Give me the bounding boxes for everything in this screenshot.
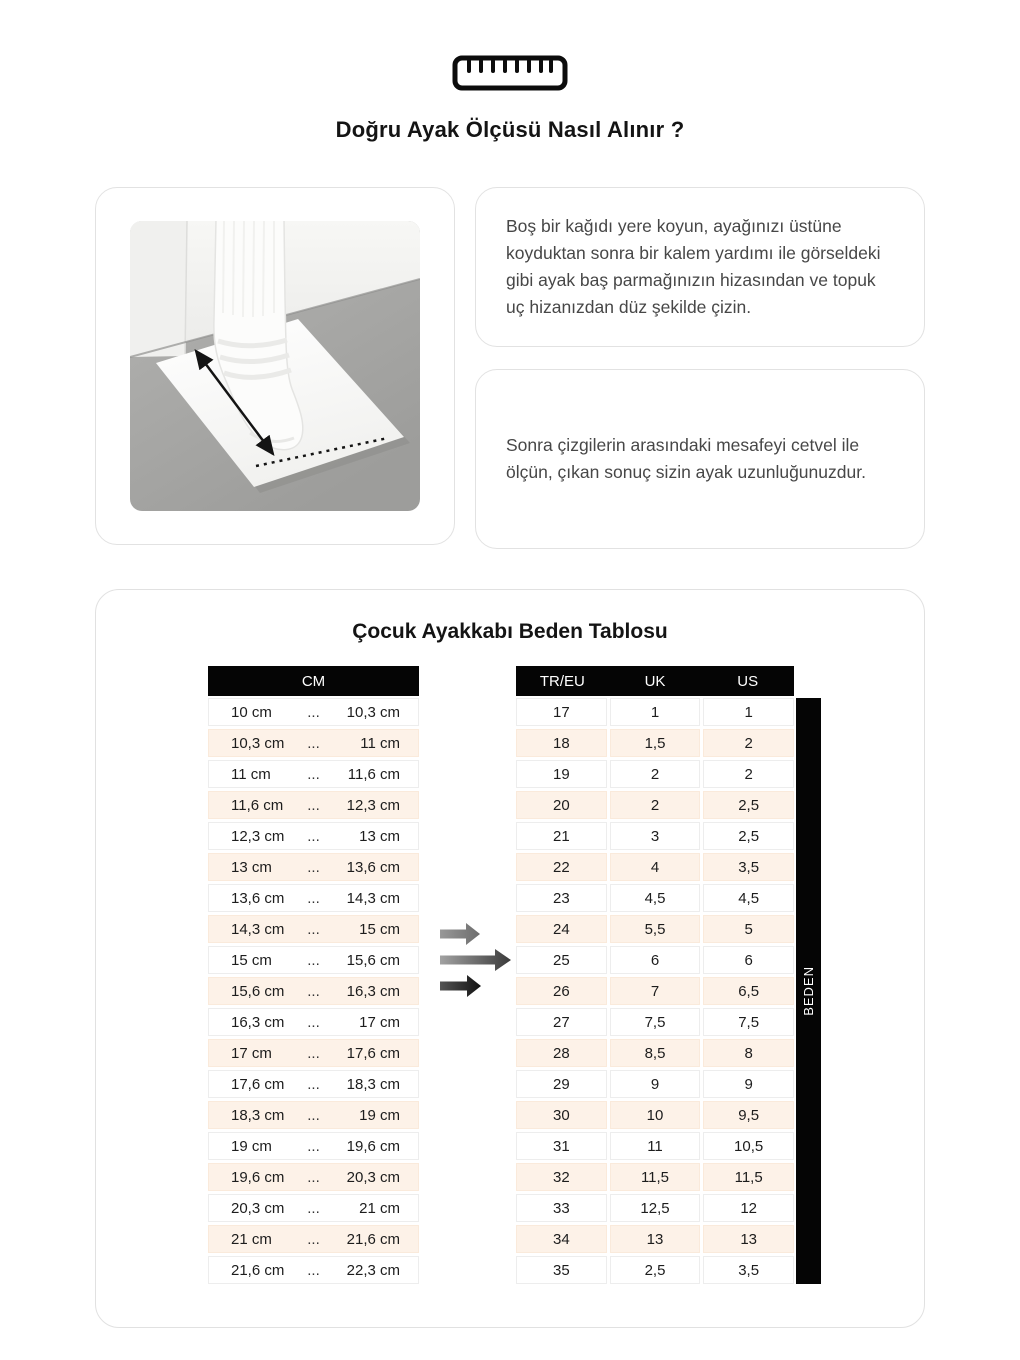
table-row	[516, 1039, 794, 1067]
cm-value-from: 11,6 cm	[231, 796, 284, 814]
table-row	[208, 1132, 419, 1160]
range-separator: ...	[307, 734, 320, 752]
table-row	[208, 946, 419, 974]
cm-value-from: 21,6 cm	[231, 1261, 285, 1279]
cm-value-from: 15 cm	[231, 951, 272, 969]
ruler-icon	[0, 55, 1020, 91]
range-separator: ...	[307, 1261, 320, 1279]
size-cell-treu: 21	[516, 822, 607, 850]
cm-value-to: 19 cm	[359, 1106, 400, 1124]
size-cell-treu: 28	[516, 1039, 607, 1067]
size-cell-us: 6	[703, 946, 794, 974]
beden-bar	[796, 698, 821, 1284]
cm-value-to: 21,6 cm	[346, 1230, 400, 1248]
size-cell-treu: 27	[516, 1008, 607, 1036]
page-header	[0, 0, 1020, 143]
size-cell-us: 7,5	[703, 1008, 794, 1036]
cm-value-to: 16,3 cm	[346, 982, 400, 1000]
cm-value-to: 11,6 cm	[347, 765, 400, 783]
table-row	[208, 915, 419, 943]
range-separator: ...	[307, 1075, 320, 1093]
page-title: Doğru Ayak Ölçüsü Nasıl Alınır ?	[335, 117, 685, 142]
table-row	[208, 1225, 419, 1253]
range-separator: ...	[307, 889, 320, 907]
size-cell-us: 3,5	[703, 1256, 794, 1284]
size-cell-treu: 23	[516, 884, 607, 912]
cm-value-to: 13 cm	[359, 827, 400, 845]
size-cell-uk: 10	[610, 1101, 701, 1129]
size-cell-treu: 35	[516, 1256, 607, 1284]
size-cell-uk: 7,5	[610, 1008, 701, 1036]
tables-area	[96, 666, 924, 1306]
foot-measure-illustration	[130, 221, 420, 511]
cm-value-to: 11 cm	[360, 734, 400, 752]
cm-value-from: 14,3 cm	[231, 920, 285, 938]
instruction-text-2: Sonra çizgilerin arasındaki mesafeyi cetvel ile ölçün, çıkan sonuç sizin ayak uzunluğunuzdur.	[506, 435, 866, 482]
table-row	[208, 698, 419, 726]
size-cell-treu: 31	[516, 1132, 607, 1160]
size-cell-treu: 34	[516, 1225, 607, 1253]
cm-value-to: 22,3 cm	[346, 1261, 400, 1279]
table-row	[516, 760, 794, 788]
cm-value-to: 17 cm	[359, 1013, 400, 1031]
cm-value-from: 16,3 cm	[231, 1013, 285, 1031]
range-separator: ...	[307, 827, 320, 845]
table-row	[516, 1101, 794, 1129]
table-row	[516, 1163, 794, 1191]
size-cell-us: 2,5	[703, 822, 794, 850]
size-cell-uk: 4,5	[610, 884, 701, 912]
table-row	[516, 946, 794, 974]
size-cell-uk: 4	[610, 853, 701, 881]
range-separator: ...	[307, 982, 320, 1000]
size-cell-treu: 20	[516, 791, 607, 819]
table-row	[516, 1225, 794, 1253]
instruction-column	[475, 187, 925, 549]
size-cell-treu: 26	[516, 977, 607, 1005]
size-cell-us: 3,5	[703, 853, 794, 881]
cm-value-from: 13,6 cm	[231, 889, 285, 907]
size-cell-us: 6,5	[703, 977, 794, 1005]
measure-section	[95, 187, 925, 549]
cm-table-header: CM	[208, 666, 419, 696]
range-separator: ...	[307, 1013, 320, 1031]
size-cell-uk: 6	[610, 946, 701, 974]
table-row	[516, 698, 794, 726]
instruction-card-2	[475, 369, 925, 549]
size-cell-treu: 22	[516, 853, 607, 881]
cm-value-from: 19,6 cm	[231, 1168, 285, 1186]
cm-value-to: 15 cm	[359, 920, 400, 938]
range-separator: ...	[307, 765, 320, 783]
cm-value-to: 17,6 cm	[346, 1044, 400, 1062]
cm-value-from: 11 cm	[231, 765, 271, 783]
size-cell-uk: 2	[610, 760, 701, 788]
cm-table	[208, 666, 419, 1287]
size-cell-uk: 2,5	[610, 1256, 701, 1284]
table-row	[208, 853, 419, 881]
range-separator: ...	[307, 858, 320, 876]
size-table-body	[516, 698, 794, 1284]
table-row	[516, 884, 794, 912]
table-row	[208, 1101, 419, 1129]
size-cell-us: 4,5	[703, 884, 794, 912]
size-cell-us: 8	[703, 1039, 794, 1067]
cm-value-from: 17,6 cm	[231, 1075, 285, 1093]
size-cell-uk: 1	[610, 698, 701, 726]
cm-value-from: 19 cm	[231, 1137, 272, 1155]
range-separator: ...	[307, 920, 320, 938]
table-row	[516, 977, 794, 1005]
cm-value-to: 12,3 cm	[346, 796, 400, 814]
size-cell-us: 13	[703, 1225, 794, 1253]
table-row	[208, 977, 419, 1005]
size-cell-us: 9	[703, 1070, 794, 1098]
table-row	[516, 1256, 794, 1284]
size-cell-uk: 1,5	[610, 729, 701, 757]
range-separator: ...	[307, 1168, 320, 1186]
table-row	[516, 791, 794, 819]
table-row	[516, 915, 794, 943]
size-cell-us: 1	[703, 698, 794, 726]
table-row	[208, 884, 419, 912]
cm-value-from: 12,3 cm	[231, 827, 285, 845]
cm-value-to: 14,3 cm	[346, 889, 400, 907]
range-separator: ...	[307, 1199, 320, 1217]
table-row	[516, 1132, 794, 1160]
size-cell-uk: 8,5	[610, 1039, 701, 1067]
size-cell-us: 5	[703, 915, 794, 943]
cm-value-to: 13,6 cm	[346, 858, 400, 876]
cm-value-to: 21 cm	[359, 1199, 400, 1217]
range-separator: ...	[307, 796, 320, 814]
cm-value-to: 15,6 cm	[346, 951, 400, 969]
table-row	[208, 1163, 419, 1191]
size-cell-us: 9,5	[703, 1101, 794, 1129]
size-table-title: Çocuk Ayakkabı Beden Tablosu	[352, 620, 668, 643]
table-row	[516, 853, 794, 881]
cm-value-to: 19,6 cm	[346, 1137, 400, 1155]
table-row	[516, 1070, 794, 1098]
cm-value-to: 18,3 cm	[346, 1075, 400, 1093]
cm-value-from: 15,6 cm	[231, 982, 285, 1000]
instruction-text-1: Boş bir kağıdı yere koyun, ayağınızı üstüne koyduktan sonra bir kalem yardımı ile görseldeki gibi ayak baş parmağınızın hizasından ve topuk uç hizanızdan düz şekilde çizin.	[506, 216, 881, 317]
size-cell-treu: 25	[516, 946, 607, 974]
table-row	[208, 791, 419, 819]
cm-table-body	[208, 698, 419, 1284]
range-separator: ...	[307, 1106, 320, 1124]
cm-value-to: 20,3 cm	[346, 1168, 400, 1186]
size-guide-card	[95, 589, 925, 1328]
size-cell-treu: 17	[516, 698, 607, 726]
size-cell-us: 2,5	[703, 791, 794, 819]
table-row	[208, 729, 419, 757]
table-row	[516, 1008, 794, 1036]
size-cell-us: 10,5	[703, 1132, 794, 1160]
cm-value-from: 13 cm	[231, 858, 272, 876]
size-cell-uk: 2	[610, 791, 701, 819]
instruction-card-1	[475, 187, 925, 347]
cm-value-to: 10,3 cm	[346, 703, 400, 721]
size-cell-uk: 13	[610, 1225, 701, 1253]
size-table	[516, 666, 794, 1287]
transfer-arrows-icon	[438, 918, 513, 1000]
table-row	[208, 822, 419, 850]
cm-value-from: 10,3 cm	[231, 734, 285, 752]
size-cell-us: 2	[703, 760, 794, 788]
table-row	[516, 822, 794, 850]
cm-value-from: 10 cm	[231, 703, 272, 721]
size-cell-uk: 3	[610, 822, 701, 850]
size-cell-treu: 24	[516, 915, 607, 943]
cm-value-from: 20,3 cm	[231, 1199, 285, 1217]
size-header-treu: TR/EU	[539, 672, 585, 690]
size-cell-us: 2	[703, 729, 794, 757]
table-row	[208, 1194, 419, 1222]
size-header-us: US	[737, 672, 759, 690]
size-cell-uk: 11	[610, 1132, 701, 1160]
range-separator: ...	[307, 1137, 320, 1155]
table-row	[208, 1039, 419, 1067]
size-header-uk: UK	[644, 672, 666, 690]
cm-value-from: 21 cm	[231, 1230, 272, 1248]
range-separator: ...	[307, 1230, 320, 1248]
size-cell-treu: 18	[516, 729, 607, 757]
beden-label: BEDEN	[801, 966, 816, 1016]
size-cell-us: 12	[703, 1194, 794, 1222]
size-cell-uk: 11,5	[610, 1163, 701, 1191]
size-cell-uk: 7	[610, 977, 701, 1005]
size-cell-treu: 29	[516, 1070, 607, 1098]
range-separator: ...	[307, 951, 320, 969]
size-cell-treu: 32	[516, 1163, 607, 1191]
size-cell-uk: 9	[610, 1070, 701, 1098]
size-cell-us: 11,5	[703, 1163, 794, 1191]
size-cell-treu: 30	[516, 1101, 607, 1129]
table-row	[208, 1256, 419, 1284]
table-row	[516, 729, 794, 757]
table-row	[208, 1070, 419, 1098]
size-cell-uk: 5,5	[610, 915, 701, 943]
table-row	[208, 1008, 419, 1036]
range-separator: ...	[307, 703, 320, 721]
range-separator: ...	[307, 1044, 320, 1062]
table-row	[208, 760, 419, 788]
table-row	[516, 1194, 794, 1222]
size-cell-treu: 33	[516, 1194, 607, 1222]
size-cell-treu: 19	[516, 760, 607, 788]
cm-value-from: 17 cm	[231, 1044, 272, 1062]
cm-value-from: 18,3 cm	[231, 1106, 285, 1124]
size-cell-uk: 12,5	[610, 1194, 701, 1222]
size-table-header	[516, 666, 794, 696]
foot-measure-photo-card	[95, 187, 455, 545]
